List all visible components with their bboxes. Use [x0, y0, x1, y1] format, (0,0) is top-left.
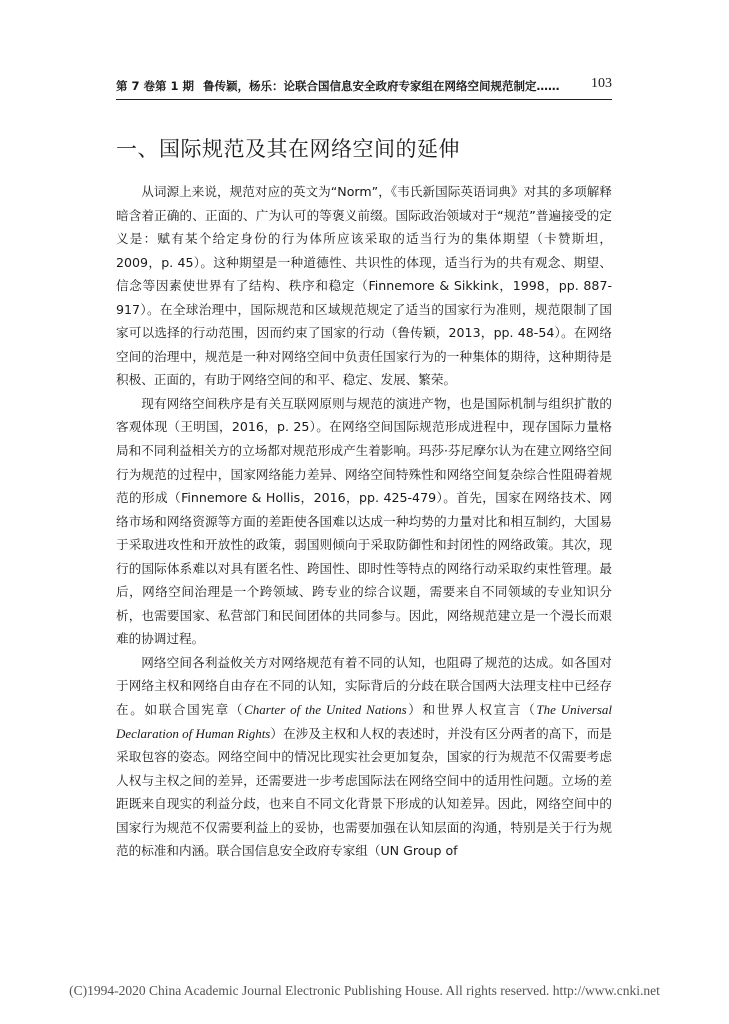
section-title: 一、国际规范及其在网络空间的延伸 — [116, 137, 460, 161]
paragraph-2: 现有网络空间秩序是有关互联网原则与规范的演进产物，也是国际机制与组织扩散的客观体现（王明国，2016，p. 25）。在网络空间国际规范形成进程中，现存国际力量格局和不同利益相关方的立场都对规范形成产生着影响。玛莎·芬尼摩尔认为在建立网络空间行为规范的过程中，国家网络能力差异、网络空间特殊性和网络空间复杂综合性阻碍着规范的形成（Finnemore & Hollis，2016，pp. 425-479）。首先，国家在网络技术、网络市场和网络资源等方面的差距使各国难以达成一种均势的力量对比和相互制约，大国易于采取进攻性和开放性的政策，弱国则倾向于采取防御性和封闭性的网络政策。其次，现行的国际体系难以对具有匿名性、跨国性、即时性等特点的网络行动采取约束性管理。最后，网络空间治理是一个跨领域、跨专业的综合议题，需要来自不同领域的专业知识分析，也需要国家、私营部门和民间团体的共同参与。因此，网络规范建立是一个漫长而艰难的协调过程。 — [116, 395, 612, 647]
copyright-footer: (C)1994-2020 China Academic Journal Electronic Publishing House. All rights reserved. http://www.cnki.net — [69, 983, 660, 998]
running-title: 鲁传颖，杨乐：论联合国信息安全政府专家组在网络空间规范制定…… — [203, 79, 560, 93]
paragraph-3-text-b: ）和世界人权宣言（ — [406, 702, 537, 718]
paragraph-3 — [116, 651, 612, 863]
charter-title: Charter of the United Nations — [244, 702, 407, 718]
running-header — [116, 76, 612, 98]
paragraph-1: 从词源上来说，规范对应的英文为“Norm”，《韦氏新国际英语词典》对其的多项解释暗含着正确的、正面的、广为认可的等褒义前缀。国际政治领域对于“规范”普遍接受的定义是：赋有某个给定身份的行为体所应该采取的适当行为的集体期望（卡赞斯坦，2009，p. 45）。这种期望是一种道德性、共识性的体现，适当行为的共有观念、期望、信念等因素使世界有了结构、秩序和稳定（Finnemore & Sikkink，1998，pp. 887-917）。在全球治理中，国际规范和区域规范规定了适当的国家行为准则，规范限制了国家可以选择的行动范围，因而约束了国家的行动（鲁传颖，2013，pp. 48-54）。在网络空间的治理中，规范是一种对网络空间中负责任国家行为的一种集体的期待，这种期待是积极、正面的，有助于网络空间的和平、稳定、发展、繁荣。 — [116, 184, 612, 388]
header-rule — [116, 99, 612, 100]
paragraph-3-text-c: ）在涉及主权和人权的表述时，并没有区分两者的高下，而是采取包容的姿态。网络空间中的情况比现实社会更加复杂，国家的行为规范不仅需要考虑人权与主权之间的差异，还需要进一步考虑国际法在网络空间中的适用性问题。立场的差距既来自现实的利益分歧，也来自不同文化背景下形成的认知差异。因此，网络空间中的国家行为规范不仅需要利益上的妥协，也需要加强在认知层面的沟通，特别是关于行为规范的标准和内涵。联合国信息安全政府专家组（UN Group of — [116, 725, 613, 859]
page-number: 103 — [591, 76, 612, 91]
issue-label: 第 7 卷第 1 期 — [116, 79, 195, 93]
body-text — [116, 180, 612, 863]
paragraph-3-text-a: 网络空间各利益攸关方对网络规范有着不同的认知，也阻碍了规范的达成。如各国对于网络主权和网络自由存在不同的认知，实际背后的分歧在联合国两大法理支柱中已经存在。如联合国宪章（ — [116, 654, 612, 718]
udhr-title: The Universal Declaration of Human Rights — [116, 702, 613, 741]
